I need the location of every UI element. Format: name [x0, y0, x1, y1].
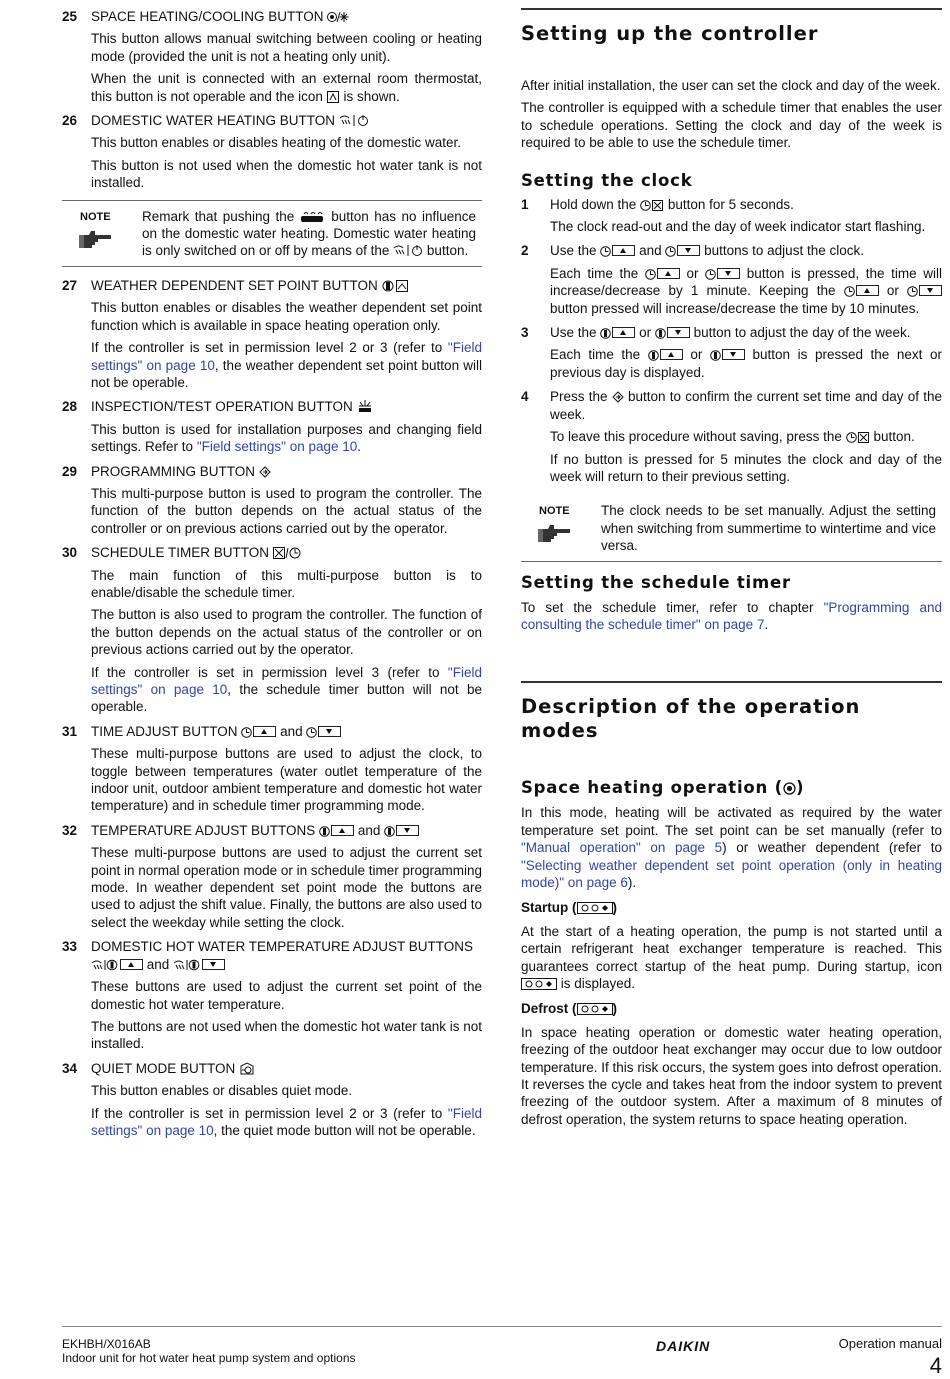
manual-title: Operation manual: [838, 1336, 942, 1351]
down-arrow-icon: [677, 245, 700, 256]
thermometer-icon: [710, 350, 721, 361]
subheading-defrost: Defrost ( ): [521, 1001, 618, 1017]
item-title: SPACE HEATING/COOLING BUTTON: [91, 8, 482, 25]
space-heating-icon: [783, 782, 796, 795]
clock-icon: [907, 286, 918, 297]
item-text: This button is used for installation purposes and changing field settings. Refer to "Field settings" on page 10.: [91, 421, 482, 455]
up-arrow-icon: [856, 285, 879, 296]
up-arrow-icon: [660, 349, 683, 360]
item-number: 25: [62, 9, 78, 24]
item-text: This button is not used when the domestic hot water tank is not installed.: [91, 157, 482, 191]
step-text: If no button is pressed for 5 minutes the clock and day of the week will return to their previous setting.: [550, 451, 942, 484]
up-arrow-icon: [612, 245, 635, 256]
pointing-hand-icon: [76, 229, 116, 251]
item-title: SCHEDULE TIMER BUTTON: [91, 544, 482, 561]
thermometer-icon: [319, 826, 330, 837]
step-text: To leave this procedure without saving, press the button.: [550, 429, 915, 445]
item-text: The main function of this multi-purpose button is to enable/disable the schedule timer.: [91, 567, 482, 600]
schedule-text: To set the schedule timer, refer to chapter "Programming and consulting the schedule timer" on page 7.: [521, 599, 942, 632]
down-arrow-icon: [202, 959, 225, 970]
item-31: [62, 723, 482, 815]
thermometer-icon: [384, 826, 395, 837]
page-footer: [62, 1326, 942, 1378]
item-title: TEMPERATURE ADJUST BUTTONS and: [91, 822, 482, 839]
thermometer-icon: [648, 350, 659, 361]
item-text: If the controller is set in permission level 2 or 3 (refer to "Field settings" on page 10, the weather dependent set point button will not be operable.: [91, 340, 482, 390]
note-text: Remark that pushing the button has no influence on the domestic water heating. Domestic water heating is only switched on or off by means of the button.: [142, 208, 476, 259]
schedule-timer-icon: [273, 547, 301, 559]
up-arrow-icon: [331, 825, 354, 836]
step-text: Use the and buttons to adjust the clock.: [550, 243, 864, 259]
item-text: These multi-purpose buttons are used to adjust the clock, to toggle between temperatures (water outlet temperature of the indoor unit, outdoor ambient temperature and domestic hot water temperature) and in schedule timer programming mode.: [91, 746, 482, 814]
item-27: [62, 277, 482, 391]
subheading-schedule: Setting the schedule timer: [521, 572, 791, 592]
item-32: [62, 822, 482, 931]
right-column: [521, 8, 942, 1133]
step-number: 4: [521, 389, 529, 405]
quiet-mode-icon: [239, 1062, 255, 1075]
item-25: [62, 8, 482, 105]
item-29: [62, 463, 482, 538]
item-30: [62, 544, 482, 716]
item-text: The buttons are not used when the domestic hot water tank is not installed.: [91, 1018, 482, 1052]
clock-step-4: [521, 388, 942, 485]
item-text: If the controller is set in permission level 3 (refer to "Field settings" on page 10, the schedule timer button will not be operable.: [91, 664, 482, 715]
step-text: Hold down the button for 5 seconds.: [550, 196, 794, 212]
item-number: 28: [62, 399, 78, 415]
note-text: The clock needs to be set manually. Adjust the setting when switching from summertime to wintertime and vice versa.: [601, 503, 936, 554]
note-label: NOTE: [80, 210, 111, 223]
down-arrow-icon: [722, 349, 745, 360]
clock-timer-icon: [640, 200, 664, 211]
subheading-clock: Setting the clock: [521, 170, 693, 190]
item-text: If the controller is set in permission level 2 or 3 (refer to "Field settings" on page 10, the quiet mode button will not be operable.: [91, 1105, 482, 1138]
item-33: [62, 938, 482, 1052]
clock-icon: [306, 727, 317, 738]
item-text: The button is also used to program the controller. The function of the button depends on the actual status of the controller or on previous actions carried out by the operator.: [91, 607, 482, 658]
item-number: 27: [62, 277, 78, 293]
clock-timer-icon: [846, 432, 870, 443]
clock-step-3: [521, 324, 942, 381]
step-number: 1: [521, 196, 529, 212]
field-settings-link[interactable]: "Field settings" on page 10: [91, 664, 482, 697]
field-settings-link[interactable]: "Field settings" on page 10: [91, 340, 482, 373]
clock-icon: [665, 246, 676, 257]
field-settings-link[interactable]: "Field settings" on page 10: [196, 439, 358, 455]
defrost-icon: [577, 1003, 613, 1015]
up-arrow-icon: [253, 726, 276, 737]
item-title: QUIET MODE BUTTON: [91, 1060, 482, 1077]
step-text: Use the or button to adjust the day of the week.: [550, 325, 911, 341]
footer-right: [839, 1337, 942, 1378]
item-26: [62, 112, 482, 192]
manual-operation-link[interactable]: "Manual operation" on page 5: [521, 840, 723, 856]
step-text: Each time the or button is pressed the next or previous day is displayed.: [550, 347, 942, 380]
step-text: The clock read-out and the day of week indicator start flashing.: [550, 219, 926, 235]
item-number: 31: [62, 723, 78, 739]
item-text: These buttons are used to adjust the current set point of the domestic hot water temperature.: [91, 979, 482, 1012]
item-title: INSPECTION/TEST OPERATION BUTTON: [91, 398, 482, 415]
item-text: This button enables or disables heating of the domestic water.: [91, 135, 461, 151]
section-heading-modes: Description of the operation modes: [521, 681, 942, 743]
footer-left: [62, 1337, 356, 1365]
subheading-space-heating: Space heating operation ( ): [521, 778, 805, 798]
item-text: These multi-purpose buttons are used to adjust the current set point in normal operation mode or in schedule timer programming mode. In weather dependent set point mode the buttons are used to adjust the shift value. Finally, the buttons are also used to select the weekday while setting the clock.: [91, 845, 482, 930]
setup-text: The controller is equipped with a schedule timer that enables the user to schedule operations. Setting the clock and day of the week is required to be able to use the schedule timer.: [521, 100, 942, 151]
external-thermostat-icon: [327, 91, 340, 103]
setup-text: After initial installation, the user can set the clock and day of the week.: [521, 78, 941, 93]
item-title: DOMESTIC HOT WATER TEMPERATURE ADJUST BUTTONS and: [91, 939, 474, 972]
item-text: This button allows manual switching between cooling or heating mode (provided the unit is not a heating only unit).: [91, 31, 482, 64]
thermometer-icon: [655, 328, 666, 339]
schedule-timer-link[interactable]: "Programming and consulting the schedule timer" on page 7: [521, 599, 942, 632]
section-heading-setup: Setting up the controller: [521, 8, 942, 46]
item-text: This button enables or disables the weather dependent set point function which is available in space heating operation only.: [91, 300, 482, 333]
down-arrow-icon: [919, 285, 942, 296]
item-number: 29: [62, 463, 78, 479]
weather-dependent-link[interactable]: "Selecting weather dependent set point operation (only in heating mode)" on page 6: [521, 857, 942, 890]
inspection-test-icon: [357, 399, 373, 413]
up-arrow-icon: [612, 327, 635, 338]
step-text: Press the button to confirm the current set time and day of the week.: [550, 389, 942, 422]
clock-icon: [645, 269, 656, 280]
tap-thermometer-icon: [91, 959, 119, 971]
field-settings-link[interactable]: "Field settings" on page 10: [91, 1105, 482, 1138]
item-text: This multi-purpose button is used to program the controller. The function of the button depends on the actual status of the controller or on previous actions carried out by the operator.: [91, 485, 482, 536]
item-number: 26: [62, 113, 78, 129]
item-number: 32: [62, 822, 78, 838]
heat-cool-icon: [327, 11, 349, 23]
down-arrow-icon: [717, 268, 740, 279]
thermometer-icon: [600, 328, 611, 339]
dhw-booster-icon: [300, 211, 326, 223]
tap-power-icon: [339, 114, 369, 127]
up-arrow-icon: [120, 959, 143, 970]
item-text: When the unit is connected with an external room thermostat, this button is not operable and the icon is shown.: [91, 71, 482, 104]
startup-icon: [577, 902, 613, 914]
clock-step-1: [521, 196, 942, 236]
down-arrow-icon: [396, 825, 419, 836]
subheading-startup: Startup ( ): [521, 900, 617, 916]
step-number: 3: [521, 325, 529, 341]
pointing-hand-icon: [535, 523, 575, 545]
step-text: Each time the or button is pressed, the time will increase/decrease by 1 minute. Keeping the or button pressed will increase/decrease the time by 10 minutes.: [550, 265, 942, 316]
item-text: This button enables or disables quiet mode.: [91, 1083, 353, 1099]
left-column: [62, 8, 482, 1146]
clock-icon: [705, 269, 716, 280]
item-number: 34: [62, 1060, 78, 1076]
step-number: 2: [521, 243, 529, 259]
clock-icon: [241, 727, 252, 738]
item-number: 33: [62, 939, 78, 955]
model-code: EKHBH/X016AB: [62, 1337, 151, 1351]
clock-step-2: [521, 242, 942, 317]
down-arrow-icon: [667, 327, 690, 338]
document-description: Indoor unit for hot water heat pump system and options: [62, 1351, 356, 1365]
item-number: 30: [62, 545, 78, 561]
item-28: [62, 398, 482, 455]
up-arrow-icon: [657, 268, 680, 279]
item-34: [62, 1060, 482, 1140]
tap-thermometer-icon: [173, 959, 201, 971]
page-number: 4: [929, 1353, 942, 1378]
clock-icon: [600, 246, 611, 257]
item-title: PROGRAMMING BUTTON: [91, 463, 482, 480]
daikin-logo: DAIKIN: [656, 1338, 711, 1354]
weather-dependent-icon: [382, 280, 410, 292]
space-heating-text: In this mode, heating will be activated as required by the water temperature set point. The set point can be set manually (refer to "Manual operation" on page 5) or weather dependent (refer to "Selecting weather dependent set point operation (only in heating mode)" on page 6).: [521, 805, 942, 890]
item-title: DOMESTIC WATER HEATING BUTTON: [91, 112, 482, 129]
programming-icon: [612, 391, 624, 403]
tap-power-icon: [393, 244, 423, 257]
programming-icon: [259, 466, 271, 478]
down-arrow-icon: [318, 726, 341, 737]
clock-icon: [844, 286, 855, 297]
note-box: [521, 495, 942, 561]
startup-text: At the start of a heating operation, the pump is not started until a certain refrigerant heat exchanger temperature is reached. This guarantees correct startup of the heat pump. During startup, icon is displayed.: [521, 923, 942, 991]
item-title: WEATHER DEPENDENT SET POINT BUTTON: [91, 277, 482, 294]
defrost-text: In space heating operation or domestic water heating operation, freezing of the outdoor heat exchanger may occur due to low outdoor temperature. If this risk occurs, the system goes into defrost operation. It reverses the cycle and takes heat from the indoor system to prevent freezing of the outdoor system. After a maximum of 8 minutes of defrost operation, the system returns to space heating operation.: [521, 1024, 942, 1127]
startup-icon: [521, 978, 557, 990]
note-box: [62, 200, 482, 267]
note-label: NOTE: [539, 505, 570, 518]
item-title: TIME ADJUST BUTTON and: [91, 723, 482, 740]
